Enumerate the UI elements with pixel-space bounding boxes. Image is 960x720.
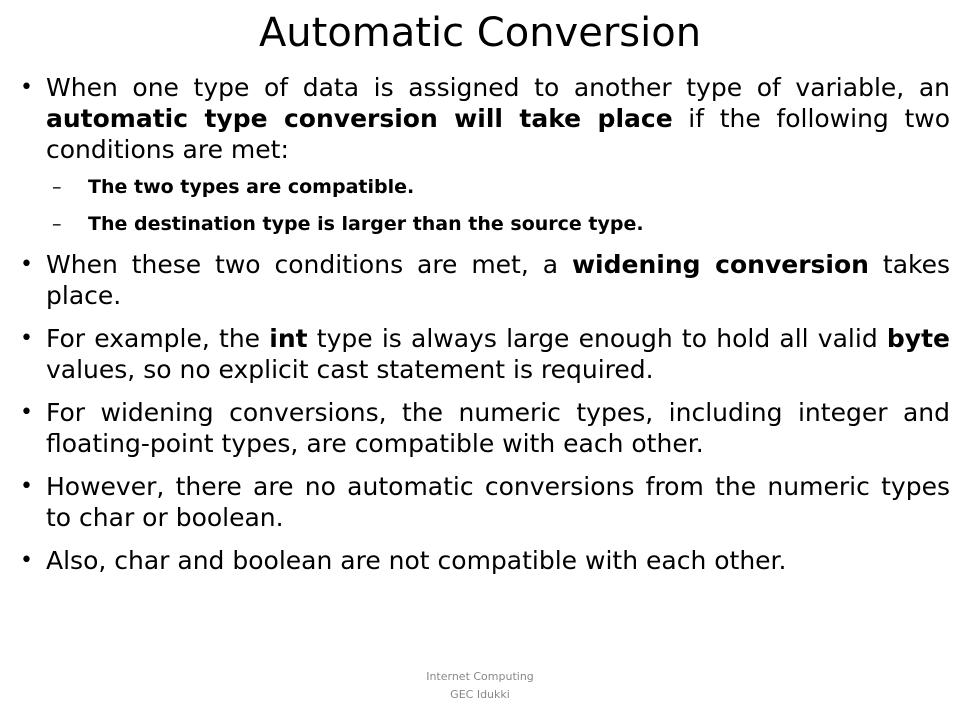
bullet-icon: • (20, 252, 33, 277)
subitem-compatible (20, 175, 950, 200)
bullet-text: if the following two conditions are met: (46, 104, 950, 164)
bullet-text: For example, the (46, 324, 270, 353)
subitem-text: The two types are compatible. (88, 176, 415, 198)
bullet-no-automatic (20, 471, 950, 533)
bullet-text: values, so no explicit cast statement is required. (46, 355, 654, 384)
bullet-bold-text: byte (886, 324, 950, 353)
slide-footer (0, 668, 960, 704)
bullet-text: For widening conversions, the numeric types, including integer and floating-point types, are compatible with each other. (46, 398, 950, 458)
bullet-text: When one type of data is assigned to another type of variable, an (46, 73, 950, 102)
bullet-text: type is always large enough to hold all valid (307, 324, 887, 353)
dash-icon: – (52, 213, 62, 235)
slide-body (20, 72, 950, 588)
bullet-char-boolean (20, 545, 950, 576)
footer-course: Internet Computing (426, 670, 534, 683)
bullet-icon: • (20, 326, 33, 351)
bullet-automatic-conversion (20, 72, 950, 165)
bullet-bold-text: widening conversion (571, 250, 869, 279)
bullet-icon: • (20, 75, 33, 100)
subitem-larger (20, 212, 950, 237)
dash-icon: – (52, 176, 62, 198)
bullet-numeric-types (20, 397, 950, 459)
bullet-text: takes place. (46, 250, 951, 310)
bullet-bold-text: int (269, 324, 308, 353)
bullet-icon: • (20, 400, 33, 425)
subitem-text: The destination type is larger than the source type. (88, 213, 644, 235)
footer-institution: GEC Idukki (450, 688, 510, 701)
bullet-text: Also, char and boolean are not compatible with each other. (46, 546, 787, 575)
bullet-bold-text: automatic type conversion will take place (46, 104, 673, 133)
bullet-text: However, there are no automatic conversions from the numeric types to char or boolean. (46, 472, 950, 532)
bullet-example (20, 323, 950, 385)
bullet-widening-conversion (20, 249, 950, 311)
bullet-icon: • (20, 548, 33, 573)
bullet-text: When these two conditions are met, a (46, 250, 572, 279)
slide-title: Automatic Conversion (258, 10, 702, 56)
bullet-icon: • (20, 474, 33, 499)
